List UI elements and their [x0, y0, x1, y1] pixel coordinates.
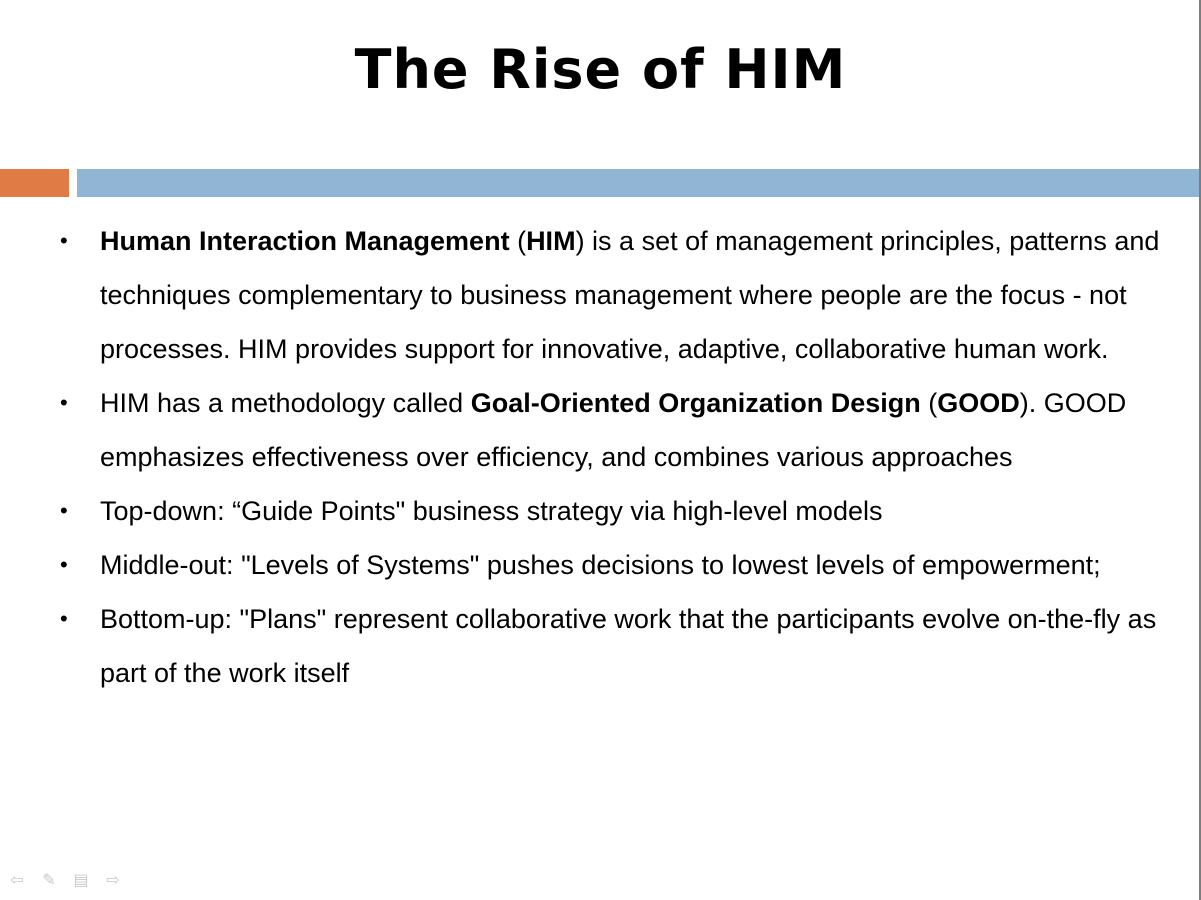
- term-human-interaction-management: Human Interaction Management: [100, 226, 510, 256]
- bullet-text: Top-down: “Guide Points" business strategy via high-level models: [100, 496, 883, 526]
- bullet-icon: •: [60, 552, 68, 577]
- menu-icon[interactable]: ▤: [73, 870, 89, 889]
- term-him: HIM: [526, 226, 576, 256]
- bullet-icon: •: [60, 390, 68, 415]
- term-good: GOOD: [937, 388, 1020, 418]
- bullet-item-top-down: [60, 484, 1160, 538]
- bullet-item-him-definition: [60, 214, 1160, 376]
- accent-bar-orange: [0, 169, 69, 197]
- text-fragment: ) is a set of management principles, patterns and techniques complementary to business management where people are the focus - not processes. HIM provides support for innovative, adaptive, collaborative human work.: [100, 226, 1160, 364]
- slide-title: The Rise of HIM: [354, 38, 847, 101]
- slideshow-nav: [6, 870, 124, 889]
- bullet-icon: •: [60, 228, 68, 253]
- bullet-icon: •: [60, 606, 68, 631]
- term-goal-oriented-organization-design: Goal-Oriented Organization Design: [470, 388, 921, 418]
- bullet-text: Bottom-up: "Plans" represent collaborative work that the participants evolve on-the-fly as part of the work itself: [100, 604, 1157, 688]
- text-fragment: (: [920, 388, 938, 418]
- bullet-item-good-methodology: [60, 376, 1160, 484]
- accent-bar-blue: [77, 169, 1199, 197]
- pen-icon[interactable]: ✎: [42, 870, 56, 889]
- text-fragment: HIM has a methodology called: [100, 388, 471, 418]
- bullet-icon: •: [60, 498, 68, 523]
- bullet-text: Middle-out: "Levels of Systems" pushes decisions to lowest levels of empowerment;: [100, 550, 1101, 580]
- next-slide-icon[interactable]: ⇨: [106, 870, 120, 889]
- text-fragment: ). GOOD emphasizes effectiveness over efficiency, and combines various approaches: [100, 388, 1127, 472]
- text-fragment: (: [509, 226, 527, 256]
- bullet-item-middle-out: [60, 538, 1160, 592]
- bullet-item-bottom-up: [60, 592, 1160, 700]
- bullet-list: [60, 214, 1160, 700]
- previous-slide-icon[interactable]: ⇦: [10, 870, 24, 889]
